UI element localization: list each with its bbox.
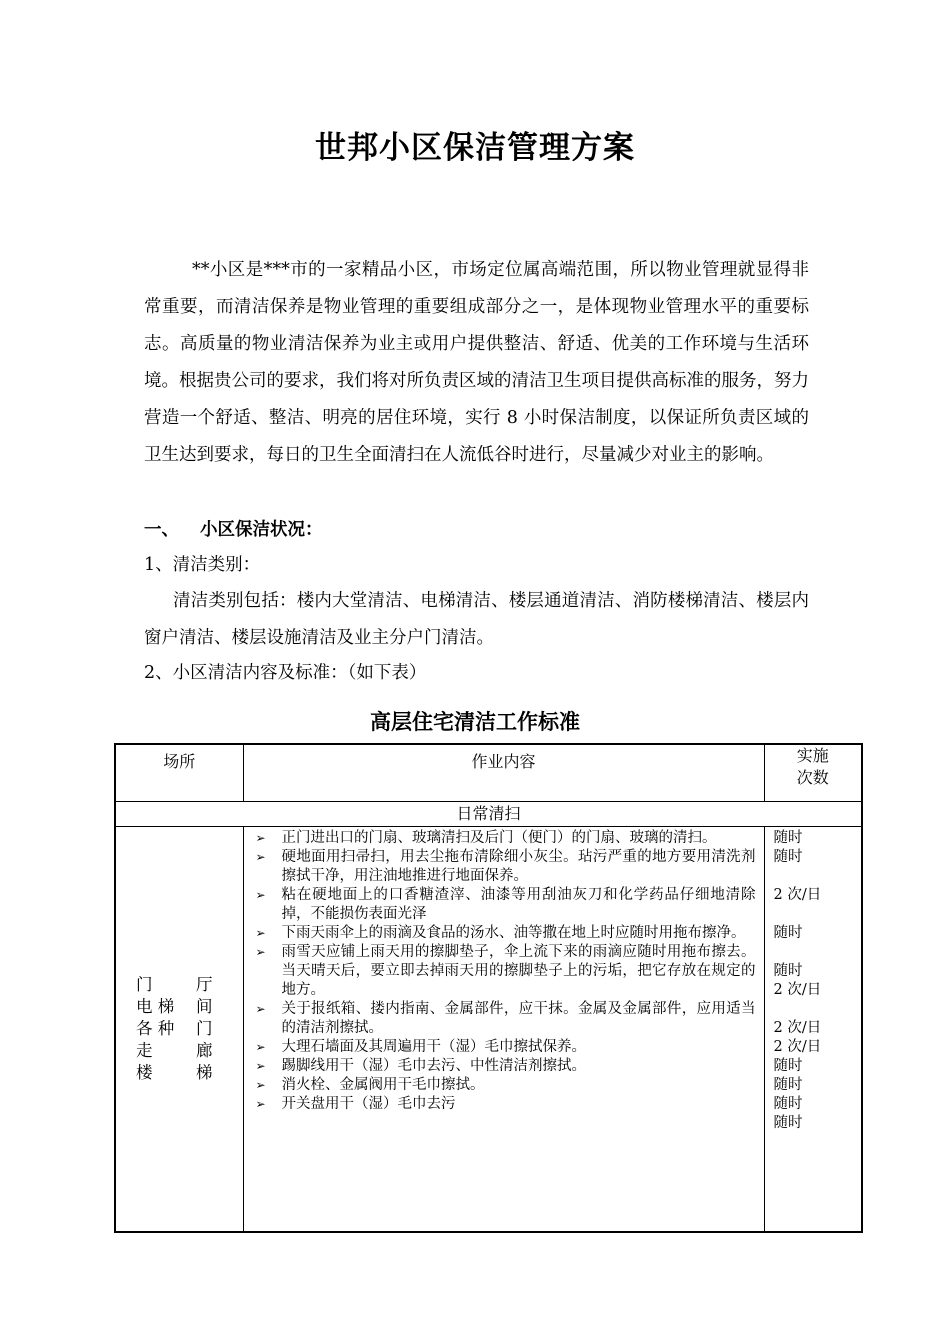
header-content: 作业内容 bbox=[243, 744, 764, 802]
arrow-bullet-icon: ➢ bbox=[255, 1040, 266, 1054]
header-frequency-line1: 实施 bbox=[796, 746, 829, 765]
place-label-left: 楼 bbox=[136, 1063, 153, 1082]
place-label-right: 廊 bbox=[196, 1041, 213, 1060]
frequency-value: 2 次/日 bbox=[773, 982, 822, 998]
place-label-right: 厅 bbox=[196, 975, 213, 994]
section-daily-cleaning: 日常清扫 bbox=[115, 802, 862, 827]
frequency-spacer bbox=[774, 905, 862, 924]
place-label-right: 间 bbox=[196, 997, 213, 1016]
list-item bbox=[256, 829, 756, 848]
section-heading bbox=[144, 512, 809, 549]
list-item bbox=[256, 1076, 756, 1095]
table-section-row bbox=[115, 802, 862, 827]
place-line bbox=[136, 1062, 213, 1084]
item-cleaning-category: 1、清洁类别： bbox=[144, 555, 261, 575]
list-item bbox=[256, 1095, 756, 1114]
place-label-left: 走 bbox=[136, 1041, 153, 1060]
header-frequency-line2: 次数 bbox=[796, 768, 829, 787]
task-text: 关于报纸箱、搂内指南、金属部件，应干抹。金属及金属部件，应用适当的清洁剂擦拭。 bbox=[281, 1001, 756, 1036]
table-title: 高层住宅清洁工作标准 bbox=[370, 710, 580, 734]
frequency-value: 随时 bbox=[773, 1058, 803, 1074]
frequency-value: 2 次/日 bbox=[773, 887, 822, 903]
document-title: 世邦小区保洁管理方案 bbox=[315, 130, 635, 166]
frequency-value: 随时 bbox=[773, 849, 803, 865]
frequency-cell bbox=[764, 827, 862, 1233]
frequency-value: 随时 bbox=[773, 1077, 803, 1093]
frequency-value: 2 次/日 bbox=[773, 1039, 822, 1055]
list-item bbox=[256, 924, 756, 943]
place-line bbox=[136, 1018, 213, 1040]
place-label-right: 门 bbox=[196, 1019, 213, 1038]
list-item bbox=[256, 1038, 756, 1057]
task-text: 正门进出口的门扇、玻璃清扫及后门（便门）的门扇、玻璃的清扫。 bbox=[281, 830, 717, 846]
section-heading-text: 小区保洁状况： bbox=[200, 520, 323, 540]
section-number: 一、 bbox=[144, 520, 179, 540]
item-content-standard: 2、小区清洁内容及标准：（如下表） bbox=[144, 663, 427, 683]
arrow-bullet-icon: ➢ bbox=[255, 1059, 266, 1073]
place-line bbox=[136, 996, 213, 1018]
list-item bbox=[256, 943, 756, 1000]
place-cell bbox=[115, 827, 243, 1233]
frequency-spacer bbox=[774, 867, 862, 886]
frequency-value: 随时 bbox=[773, 925, 803, 941]
frequency-value: 随时 bbox=[773, 1115, 803, 1131]
task-text: 粘在硬地面上的口香糖渣滓、油漆等用刮油灰刀和化学药品仔细地清除掉，不能损伤表面光泽 bbox=[281, 887, 756, 922]
arrow-bullet-icon: ➢ bbox=[255, 1002, 266, 1016]
arrow-bullet-icon: ➢ bbox=[255, 945, 266, 959]
task-text: 硬地面用扫帚扫，用去尘拖布清除细小灰尘。玷污严重的地方要用清洗剂擦拭干净，用注油地推进行地面保养。 bbox=[281, 849, 756, 884]
place-label-left: 门 bbox=[136, 975, 153, 994]
arrow-bullet-icon: ➢ bbox=[255, 831, 266, 845]
frequency-value: 2 次/日 bbox=[773, 1020, 822, 1036]
frequency-spacer bbox=[774, 1000, 862, 1019]
task-text: 大理石墙面及其周遍用干（湿）毛巾擦拭保养。 bbox=[281, 1039, 586, 1055]
arrow-bullet-icon: ➢ bbox=[255, 888, 266, 902]
frequency-value: 随时 bbox=[773, 1096, 803, 1112]
header-frequency bbox=[764, 744, 862, 802]
task-text: 雨雪天应铺上雨天用的擦脚垫子，伞上流下来的雨滴应随时用拖布擦去。当天晴天后，要立即去掉雨天用的擦脚垫子上的污垢，把它存放在规定的地方。 bbox=[281, 944, 756, 998]
list-item bbox=[256, 886, 756, 924]
frequency-value: 随时 bbox=[773, 830, 803, 846]
place-label-left: 各 种 bbox=[136, 1019, 175, 1038]
tasks-cell bbox=[243, 827, 764, 1233]
list-item bbox=[256, 1057, 756, 1076]
frequency-spacer bbox=[774, 943, 862, 962]
place-label-right: 梯 bbox=[196, 1063, 213, 1082]
arrow-bullet-icon: ➢ bbox=[255, 850, 266, 864]
table-row bbox=[115, 827, 862, 1233]
task-text: 踢脚线用干（湿）毛巾去污、中性清洁剂擦拭。 bbox=[281, 1058, 586, 1074]
list-item bbox=[256, 1000, 756, 1038]
categories-paragraph: 清洁类别包括：楼内大堂清洁、电梯清洁、楼层通道清洁、消防楼梯清洁、楼层内窗户清洁、楼层设施清洁及业主分户门清洁。 bbox=[144, 591, 809, 648]
place-label-left: 电 梯 bbox=[136, 997, 175, 1016]
cleaning-standard-table bbox=[114, 743, 863, 1233]
task-text: 下雨天雨伞上的雨滴及食品的汤水、油等撒在地上时应随时用拖布擦净。 bbox=[281, 925, 746, 941]
task-text: 开关盘用干（湿）毛巾去污 bbox=[281, 1096, 456, 1112]
arrow-bullet-icon: ➢ bbox=[255, 1078, 266, 1092]
task-text: 消火栓、金属阀用干毛巾擦拭。 bbox=[281, 1077, 485, 1093]
intro-paragraph: **小区是***市的一家精品小区，市场定位属高端范围，所以物业管理就显得非常重要，而清洁保养是物业管理的重要组成部分之一，是体现物业管理水平的重要标志。高质量的物业清洁保养为业主或用户提供整洁、舒适、优美的工作环境与生活环境。根据贵公司的要求，我们将对所负责区域的清洁卫生项目提供高标准的服务，努力营造一个舒适、整洁、明亮的居住环境，实行 8 小时保洁制度，以保证所负责区域的卫生达到要求，每日的卫生全面清扫在人流低谷时进行，尽量减少对业主的影响。 bbox=[144, 260, 809, 465]
task-list bbox=[244, 827, 764, 1114]
table-header-row bbox=[115, 744, 862, 802]
list-item bbox=[256, 848, 756, 886]
place-line bbox=[136, 974, 213, 996]
arrow-bullet-icon: ➢ bbox=[255, 1097, 266, 1111]
place-line bbox=[136, 1040, 213, 1062]
arrow-bullet-icon: ➢ bbox=[255, 926, 266, 940]
header-place: 场所 bbox=[115, 744, 243, 802]
frequency-value: 随时 bbox=[773, 963, 803, 979]
